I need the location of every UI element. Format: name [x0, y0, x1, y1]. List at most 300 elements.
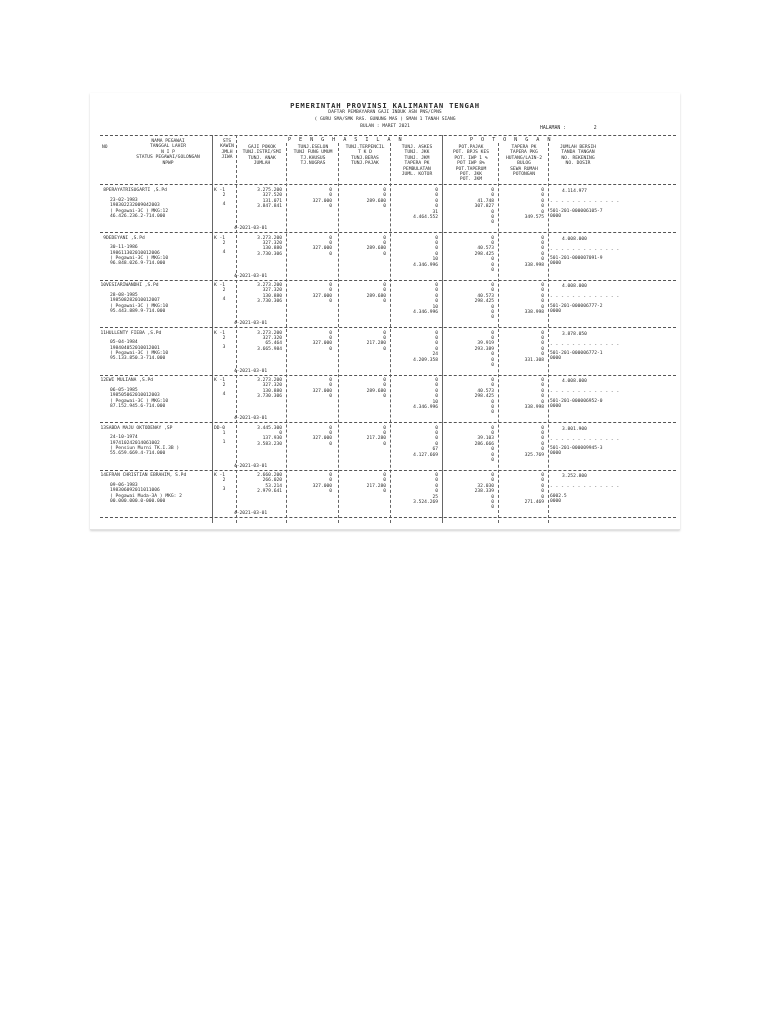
net-amount: 4.008.000 [562, 284, 587, 289]
signature-line: - - - - - - - - - - - - - [550, 390, 620, 396]
employee-birthdate: 23-02-1983 [110, 197, 138, 203]
salary-value: 327.320 [262, 288, 282, 294]
allowance-value: 0 [383, 283, 386, 288]
allowance-value: 0 [383, 478, 386, 484]
deduction-value: 0 [491, 505, 494, 511]
employee-name: HULLENTY FIEBA ,S.Pd [106, 330, 162, 336]
allowance-value: 0 [329, 378, 332, 383]
employee-name: DEDEYANI ,S.Pd [106, 235, 145, 241]
account-number: 501-201-000006772-1 [550, 351, 603, 357]
family-count: 2 [222, 288, 226, 294]
deduction-value: 0 [541, 330, 544, 336]
allowance-value: 327.000 [312, 246, 332, 252]
allowance-value: 0 [383, 335, 386, 341]
column-header-gaji: TUNJ. ANAK [248, 155, 276, 161]
salary-value: 3.275.200 [257, 188, 282, 193]
column-header-gaji: JUMLAH [253, 161, 271, 167]
dossier-number: 0000 [550, 308, 562, 314]
deduction-value: 0 [491, 188, 494, 193]
signature-line: - - - - - - - - - - - - - [550, 295, 620, 301]
column-separator [212, 135, 213, 523]
column-header-tapera: TAPERA PKG [510, 150, 538, 156]
allowance-value: 0 [383, 204, 386, 210]
family-count: 2 [222, 478, 226, 484]
signature-line: - - - - - - - - - - - - - [550, 342, 620, 348]
allowance-value: 0 [329, 441, 332, 447]
deduction-value: 0 [541, 394, 544, 400]
column-separator [286, 143, 287, 523]
employee-name: VESIARIWANDHI ,S.Pd [106, 283, 159, 288]
deduction-value: 0 [541, 399, 544, 405]
marital-status: DD-0 [214, 425, 226, 431]
deduction-value: 0 [541, 483, 544, 489]
allowance-value: 0 [329, 335, 332, 341]
employee-nip: 198306092011011006 [110, 488, 160, 494]
allowance-value: 0 [383, 473, 386, 478]
row-separator [100, 517, 676, 518]
deduction-value: 0 [491, 330, 494, 336]
allowance-value: 4.346.996 [413, 262, 438, 268]
column-header-pot-pajak: POT.TAPERUM [455, 166, 487, 172]
allowance-value: 0 [329, 478, 332, 484]
deduction-value: 0 [541, 246, 544, 252]
allowance-value: 0 [329, 394, 332, 400]
allowance-value: 0 [435, 198, 438, 204]
employee-status: ( Pegawai-3C ) MKG:10 [110, 398, 169, 404]
column-header-tunj-terpencil: TUNJ.TERPENCIL [345, 145, 385, 150]
deduction-value: 0 [491, 430, 494, 436]
allowance-value: 24 [432, 352, 438, 358]
family-count: 2 [222, 383, 226, 389]
dossier-number: 0000 [550, 498, 562, 504]
deduction-value: 0 [491, 473, 494, 478]
allowance-value: 0 [435, 441, 438, 447]
row-number: 11 [100, 330, 106, 336]
allowance-value: 0 [329, 283, 332, 288]
allowance-value: 0 [435, 330, 438, 336]
allowance-value: 0 [435, 204, 438, 210]
page-indicator [540, 126, 597, 131]
row-separator [100, 375, 676, 376]
employee-nip: 198505062010012003 [110, 393, 160, 399]
allowance-value: 0 [329, 346, 332, 352]
allowance-value: 0 [329, 299, 332, 305]
column-header-tunj-terpencil: TUNJ.PAJAK [351, 161, 379, 167]
salary-value: 2.979.641 [257, 489, 282, 495]
deduction-value: 0 [491, 457, 494, 463]
marital-status: K -1 [214, 330, 226, 336]
pay-date: 4-2021-03-01 [234, 511, 268, 516]
allowance-value: 10 [432, 304, 438, 310]
salary-value: 130.880 [262, 388, 282, 394]
column-header-sts: STS [222, 139, 232, 144]
deduction-value: 0 [491, 257, 494, 263]
allowance-value: 0 [383, 299, 386, 305]
marital-status: K -1 [214, 283, 226, 288]
salary-value: 65.464 [265, 341, 282, 347]
allowance-value: 0 [383, 378, 386, 383]
allowance-value: 217.280 [366, 483, 386, 489]
deduction-value: 0 [541, 304, 544, 310]
signature-line: - - - - - - - - - - - - - [550, 485, 620, 491]
deduction-value: 0 [541, 494, 544, 500]
allowance-value: 31 [432, 209, 438, 215]
deduction-value: 0 [541, 378, 544, 383]
deduction-value: 0 [541, 352, 544, 358]
deduction-value: 0 [541, 447, 544, 453]
deduction-value: 349.575 [524, 215, 544, 220]
column-header-pot-pajak: POT.PAJAK [458, 145, 484, 150]
family-count: 4 [222, 202, 226, 208]
salary-value: 3.273.200 [257, 378, 282, 383]
document-title: PEMERINTAH PROVINSI KALIMANTAN TENGAH [290, 101, 480, 110]
column-header-tapera: HUTANG/LAIN-2 [506, 155, 542, 161]
allowance-value: 3.524.269 [413, 500, 438, 505]
employee-birthdate: 09-06-1983 [110, 482, 138, 488]
deduction-value: 0 [491, 193, 494, 199]
deduction-value: 40.573 [477, 293, 494, 299]
deduction-value: 0 [491, 215, 494, 220]
employee-npwp: 95.133.850.3-714.000 [110, 356, 166, 362]
deduction-value: 39.919 [477, 341, 494, 347]
allowance-value: 0 [329, 473, 332, 478]
column-separator [390, 143, 391, 523]
salary-value: 131.071 [262, 198, 282, 204]
allowance-value: 0 [435, 383, 438, 389]
column-header-gaji: GAJI POKOK [248, 145, 276, 150]
marital-status: K -1 [214, 473, 226, 478]
penghasilan-group-header: P E N G H A S I L A N [288, 137, 404, 143]
allowance-value: 0 [435, 193, 438, 199]
deduction-value: 0 [541, 425, 544, 431]
deduction-value: 0 [491, 235, 494, 241]
deduction-value: 32.030 [477, 483, 494, 489]
column-header-no: NO [102, 145, 108, 150]
document-page [90, 93, 680, 530]
deduction-value: 0 [541, 341, 544, 347]
family-count: 1 [222, 439, 226, 445]
deduction-value: 0 [541, 251, 544, 257]
allowance-value: 289.680 [366, 198, 386, 204]
employee-name: EFRAN CHRISTIAN EBRAHIM, S.Pd [106, 473, 187, 478]
family-count: 1 [222, 430, 226, 436]
employee-status: ( Pegawai-3C ) MKG:10 [110, 351, 169, 357]
deduction-value: 0 [491, 494, 494, 500]
employee-nip: 198508282010012007 [110, 298, 160, 304]
deduction-value: 0 [491, 410, 494, 416]
deduction-value: 298.425 [474, 251, 494, 257]
signature-line: - - - - - - - - - - - - - [550, 247, 620, 253]
allowance-value: 0 [435, 335, 438, 341]
pay-date: 4-2021-03-01 [234, 321, 268, 326]
deduction-value: 238.339 [474, 489, 494, 495]
deduction-value: 0 [491, 262, 494, 268]
allowance-value: 4.464.552 [413, 215, 438, 220]
pay-date: 4-2021-03-01 [234, 416, 268, 421]
net-amount: 3.878.050 [562, 331, 587, 337]
salary-value: 130.880 [262, 293, 282, 299]
column-header-tunj-eselon: TJ.NUGRAS [300, 161, 326, 167]
employee-name: PERAYATRISUGARTI ,S.Pd [106, 188, 167, 193]
deduction-value: 0 [541, 283, 544, 288]
employee-npwp: 87.152.945.6-714.000 [110, 403, 166, 409]
allowance-value: 0 [435, 388, 438, 394]
column-header-sts: KAWIN [220, 144, 234, 150]
column-header-tunj-askes: JUML. KOTOR [401, 172, 433, 177]
column-header-gaji: TUNJ.ISTRI/SMI [242, 150, 282, 156]
allowance-value: 0 [383, 430, 386, 436]
employee-npwp: 46.426.236.2-714.000 [110, 213, 166, 219]
column-separator [498, 143, 499, 523]
deduction-value: 0 [541, 383, 544, 389]
column-header-tunj-askes: TUNJ. ASKES [401, 145, 433, 150]
column-header-tapera: BULOG [517, 161, 531, 167]
allowance-value: 4.346.996 [413, 310, 438, 315]
allowance-value: 0 [383, 425, 386, 431]
column-header-pegawai: NAMA PEGAWAI [151, 139, 185, 144]
deduction-value: 0 [491, 310, 494, 315]
marital-status: K -1 [214, 188, 226, 193]
allowance-value: 327.000 [312, 341, 332, 347]
employee-status: ( Pensiun Murni TK.I.3B ) [110, 446, 180, 452]
deduction-value: 307.827 [474, 204, 494, 210]
allowance-value: 0 [435, 341, 438, 347]
column-header-jumlah: NO. DOSIR [565, 161, 591, 167]
employee-npwp: 95.443.889.9-714.000 [110, 308, 166, 314]
column-separator [548, 143, 549, 523]
employee-name: EWI MULIANA ,S.Pd [106, 378, 154, 383]
employee-birthdate: 06-05-1985 [110, 387, 138, 393]
allowance-value: 0 [329, 425, 332, 431]
deduction-value: 0 [541, 473, 544, 478]
allowance-value: 0 [435, 246, 438, 252]
allowance-value: 0 [383, 288, 386, 294]
column-header-jumlah: TANDA TANGAN [561, 150, 595, 156]
allowance-value: 0 [329, 240, 332, 246]
allowance-value: 67 [432, 447, 438, 453]
salary-value: 137.930 [262, 436, 282, 442]
deduction-value: 0 [541, 204, 544, 210]
deduction-value: 331.308 [524, 357, 544, 363]
net-amount: 3.252.800 [562, 474, 587, 479]
family-count: 4 [222, 392, 226, 398]
marital-status: K -1 [214, 378, 226, 383]
deduction-value: 0 [491, 240, 494, 246]
deduction-value: 298.425 [474, 299, 494, 305]
allowance-value: 289.680 [366, 388, 386, 394]
signature-line: - - - - - - - - - - - - - [550, 437, 620, 443]
allowance-value: 10 [432, 399, 438, 405]
deduction-value: 325.769 [524, 452, 544, 458]
signature-line: - - - - - - - - - - - - - [550, 200, 620, 206]
deduction-value: 0 [541, 288, 544, 294]
employee-status: ( Pegawai-3C ) MKG:10 [110, 303, 169, 309]
allowance-value: 4.209.358 [413, 357, 438, 363]
allowance-value: 0 [329, 330, 332, 336]
column-header-pot-pajak: POT. JKK [459, 172, 483, 177]
deduction-value: 0 [541, 240, 544, 246]
family-count: 2 [222, 335, 226, 341]
deduction-value: 0 [541, 193, 544, 199]
column-header-tunj-eselon: TUNJ.ESELON [297, 145, 329, 150]
column-header-pegawai: STATUS PEGAWAI/GOLONGAN [136, 155, 200, 161]
deduction-value: 0 [541, 209, 544, 215]
deduction-value: 271.469 [524, 500, 544, 505]
salary-value: 3.445.300 [257, 425, 282, 431]
allowance-value: 0 [435, 473, 438, 478]
deduction-value: 0 [491, 304, 494, 310]
deduction-value: 338.998 [524, 310, 544, 315]
row-number: 9 [103, 235, 106, 241]
deduction-value: 40.573 [477, 246, 494, 252]
employee-npwp: 00.000.000.0-000.000 [110, 498, 166, 504]
account-number: 501-201-000009945-3 [550, 446, 603, 452]
deduction-value: 0 [491, 220, 494, 226]
row-number: 13 [100, 425, 106, 431]
deduction-value: 0 [491, 447, 494, 453]
salary-value: 327.320 [262, 335, 282, 341]
account-number: 501-201-000006952-0 [550, 398, 603, 404]
allowance-value: 327.000 [312, 388, 332, 394]
allowance-value: 25 [432, 494, 438, 500]
allowance-value: 0 [383, 346, 386, 352]
deduction-value: 0 [541, 335, 544, 341]
allowance-value: 327.000 [312, 198, 332, 204]
column-header-tunj-askes: TUNJ. JKK [404, 150, 430, 156]
salary-value: 2.660.200 [257, 473, 282, 478]
salary-value: 3.665.984 [257, 346, 282, 352]
column-separator [442, 135, 443, 523]
page-label: HALAMAN : [540, 126, 566, 131]
allowance-value: 0 [435, 288, 438, 294]
family-count: 4 [222, 249, 226, 255]
allowance-value: 0 [383, 330, 386, 336]
pay-date: 4-2021-03-01 [234, 368, 268, 374]
deduction-value: 0 [541, 293, 544, 299]
allowance-value: 217.280 [366, 341, 386, 347]
allowance-value: 0 [435, 235, 438, 241]
pay-date: 4-2021-03-01 [234, 463, 268, 469]
allowance-value: 0 [383, 193, 386, 199]
employee-nip: 198404052010012001 [110, 345, 160, 351]
document-period: BULAN : MARET 2021 [360, 124, 410, 129]
salary-value: 327.320 [262, 240, 282, 246]
allowance-value: 0 [435, 299, 438, 305]
allowance-value: 0 [329, 383, 332, 389]
allowance-value: 0 [329, 193, 332, 199]
header-top-rule [100, 135, 676, 136]
employee-nip: 198611302010012006 [110, 250, 160, 256]
deduction-value: 0 [491, 283, 494, 288]
deduction-value: 0 [491, 352, 494, 358]
column-header-pegawai: TANGGAL LAHIR [150, 144, 186, 150]
pay-date: 4-2021-03-01 [234, 273, 268, 279]
column-header-tapera: SEWA RUMAH [510, 166, 538, 172]
net-amount: 3.801.900 [562, 426, 587, 432]
document-unit: ( GURU SMA/SMK RAS. GUNUNG MAS ) SMAN 1 TANAH SIANG [314, 117, 456, 122]
allowance-value: 0 [329, 489, 332, 495]
allowance-value: 327.000 [312, 293, 332, 299]
column-header-tunj-askes: TUNJ. JKM [404, 155, 430, 161]
column-header-pot-pajak: POT. BPJS KES [453, 150, 489, 156]
allowance-value: 0 [383, 235, 386, 241]
deduction-value: 0 [491, 267, 494, 273]
allowance-value: 0 [435, 293, 438, 299]
employee-status: ( Pegawai Muda-3A ) MKG: 2 [110, 493, 182, 499]
employee-status: ( Pegawai-3C ) MKG:10 [110, 256, 169, 262]
family-count: 3 [222, 487, 226, 493]
allowance-value: 0 [435, 478, 438, 484]
dossier-number: 0000 [550, 213, 562, 219]
deduction-value: 0 [491, 288, 494, 294]
allowance-value: 0 [383, 441, 386, 447]
net-amount: 4.114.977 [562, 189, 587, 194]
deduction-value: 0 [491, 500, 494, 505]
salary-value: 3.273.200 [257, 330, 282, 336]
allowance-value: 0 [383, 251, 386, 257]
family-count: 4 [222, 297, 226, 303]
allowance-value: 0 [435, 394, 438, 400]
deduction-value: 0 [541, 257, 544, 263]
employee-birthdate: 28-08-1985 [110, 292, 138, 298]
column-header-sts: JIWA [221, 155, 233, 161]
potongan-group-header: P O T O N G A N [470, 137, 553, 143]
employee-birthdate: 24-10-1974 [110, 435, 138, 441]
deduction-value: 0 [541, 388, 544, 394]
row-number: 12 [100, 378, 106, 383]
deduction-value: 0 [491, 425, 494, 431]
salary-value: 3.273.200 [257, 283, 282, 288]
deduction-value: 0 [491, 478, 494, 484]
column-header-pot-pajak: POT IWP 8% [457, 161, 485, 167]
allowance-value: 0 [435, 483, 438, 489]
deduction-value: 298.425 [474, 394, 494, 400]
employee-nip: 198302232009042003 [110, 203, 160, 209]
column-header-tunj-terpencil: TUNJ.BERAS [351, 155, 379, 161]
salary-value: 3.730.306 [257, 299, 282, 305]
allowance-value: 10 [432, 257, 438, 263]
account-number: 501-201-000006777-2 [550, 303, 603, 309]
row-separator [100, 327, 676, 328]
allowance-value: 0 [435, 489, 438, 495]
allowance-value: 0 [435, 378, 438, 383]
column-header-tunj-terpencil: T K D [358, 150, 372, 156]
allowance-value: 0 [435, 283, 438, 288]
employee-npwp: 96.848.026.9-714.000 [110, 261, 166, 267]
salary-value: 130.880 [262, 246, 282, 252]
allowance-value: 0 [435, 436, 438, 442]
document-subtitle: DAFTAR PEMBAYARAN GAJI INDUK ASN PNS/CPNS [328, 110, 442, 115]
deduction-value: 0 [491, 315, 494, 321]
allowance-value: 0 [329, 188, 332, 193]
allowance-value: 0 [329, 430, 332, 436]
row-separator [100, 422, 676, 423]
deduction-value: 293.389 [474, 346, 494, 352]
employee-nip: 197410242014061002 [110, 440, 160, 446]
salary-value: 3.583.230 [257, 441, 282, 447]
deduction-value: 0 [541, 299, 544, 305]
deduction-value: 40.573 [477, 388, 494, 394]
allowance-value: 0 [435, 430, 438, 436]
allowance-value: 0 [383, 188, 386, 193]
allowance-value: 0 [329, 235, 332, 241]
account-number: 501-201-000007091-9 [550, 256, 603, 262]
family-count: 3 [222, 344, 226, 350]
deduction-value: 0 [541, 489, 544, 495]
family-count: 2 [222, 193, 226, 199]
page-number: 2 [593, 126, 597, 131]
deduction-value: 338.998 [524, 405, 544, 410]
